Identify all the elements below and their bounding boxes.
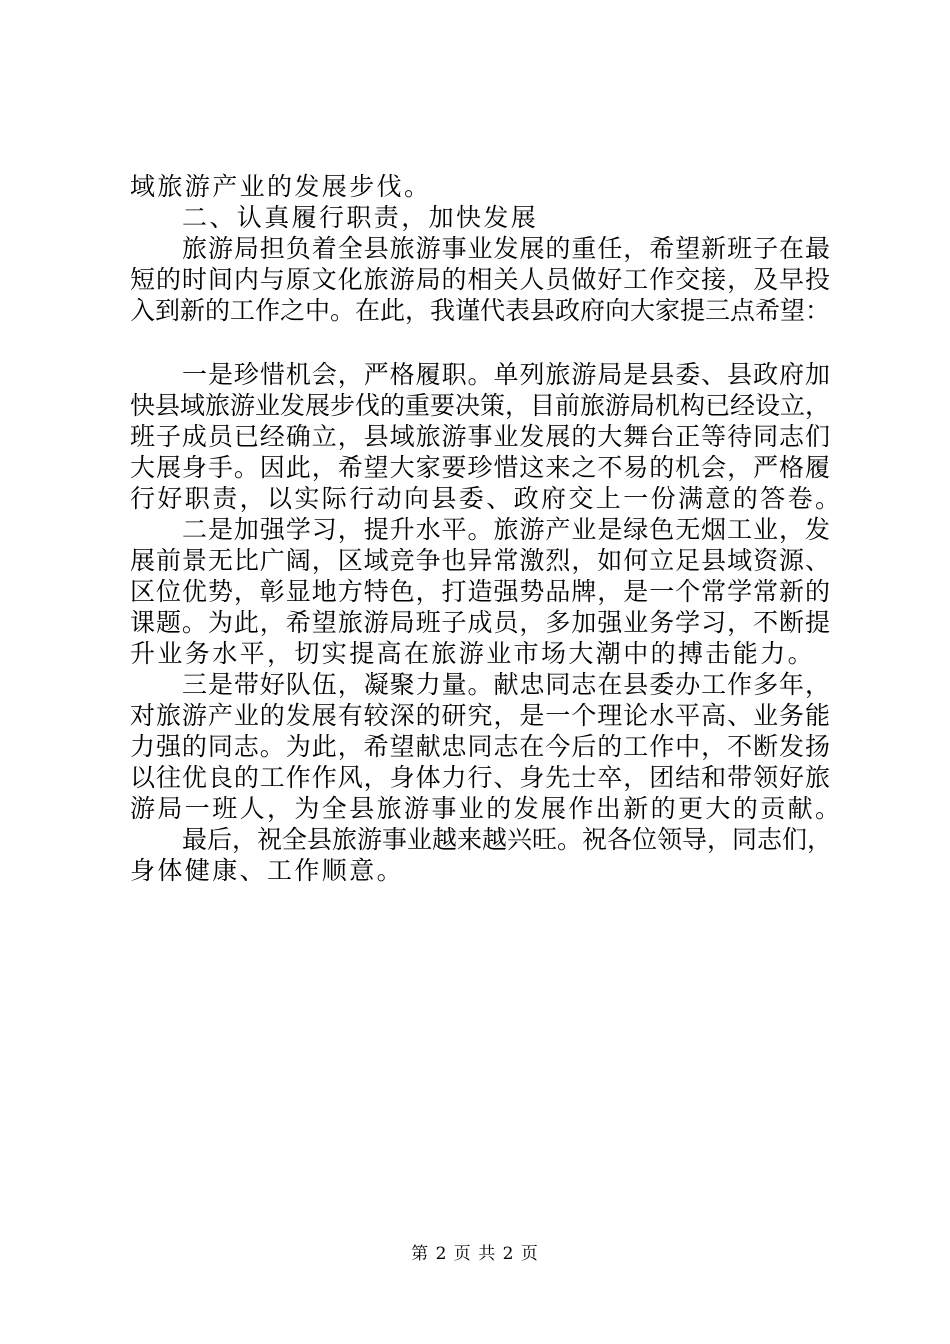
para-point-one-line-5: 行好职责，以实际行动向县委、政府交上一份满意的答卷。	[130, 484, 843, 513]
para-closing-line-1: 最后，祝全县旅游事业越来越兴旺。祝各位领导，同志们，	[182, 825, 833, 854]
para-point-three-line-5: 游局一班人，为全县旅游事业的发展作出新的更大的贡献。	[130, 794, 843, 823]
para-continuation-line-1: 域旅游产业的发展步伐。	[130, 172, 432, 201]
para-point-one-line-3: 班子成员已经确立，县域旅游事业发展的大舞台正等待同志们	[130, 422, 830, 451]
document-body	[130, 171, 843, 886]
paragraph-gap	[130, 326, 830, 359]
para-point-three-line-1: 三是带好队伍，凝聚力量。献忠同志在县委办工作多年，	[182, 670, 830, 699]
para-point-two-line-4: 课题。为此，希望旅游局班子成员，多加强业务学习，不断提	[130, 608, 830, 637]
page-footer	[0, 1243, 950, 1265]
para-point-two-line-5: 升业务水平，切实提高在旅游业市场大潮中的搏击能力。	[130, 639, 816, 668]
para-point-two-line-1: 二是加强学习，提升水平。旅游产业是绿色无烟工业，发	[182, 515, 830, 544]
page-indicator: 第 2 页 共 2 页	[411, 1244, 539, 1264]
para-point-three-line-2: 对旅游产业的发展有较深的研究，是一个理论水平高、业务能	[130, 701, 830, 730]
para-intro-line-2: 短的时间内与原文化旅游局的相关人员做好工作交接，及早投	[130, 265, 830, 294]
para-point-two-line-2: 展前景无比广阔，区域竞争也异常激烈，如何立足县域资源、	[130, 546, 830, 575]
para-point-one-line-4: 大展身手。因此，希望大家要珍惜这来之不易的机会，严格履	[130, 453, 830, 482]
para-point-one-line-1: 一是珍惜机会，严格履职。单列旅游局是县委、县政府加	[182, 360, 830, 389]
para-point-three-line-3: 力强的同志。为此，希望献忠同志在今后的工作中，不断发扬	[130, 732, 830, 761]
para-point-one-line-2: 快县域旅游业发展步伐的重要决策，目前旅游局机构已经设立，	[130, 391, 831, 420]
para-intro-line-1: 旅游局担负着全县旅游事业发展的重任，希望新班子在最	[182, 234, 830, 263]
section-heading: 二、认真履行职责，加快发展	[182, 203, 539, 232]
para-closing-line-2: 身体健康、工作顺意。	[130, 856, 405, 885]
para-point-three-line-4: 以往优良的工作作风，身体力行、身先士卒，团结和带领好旅	[130, 763, 830, 792]
para-point-two-line-3: 区位优势，彰显地方特色，打造强势品牌，是一个常学常新的	[130, 577, 830, 606]
para-intro-line-3: 入到新的工作之中。在此，我谨代表县政府向大家提三点希望：	[130, 296, 831, 325]
